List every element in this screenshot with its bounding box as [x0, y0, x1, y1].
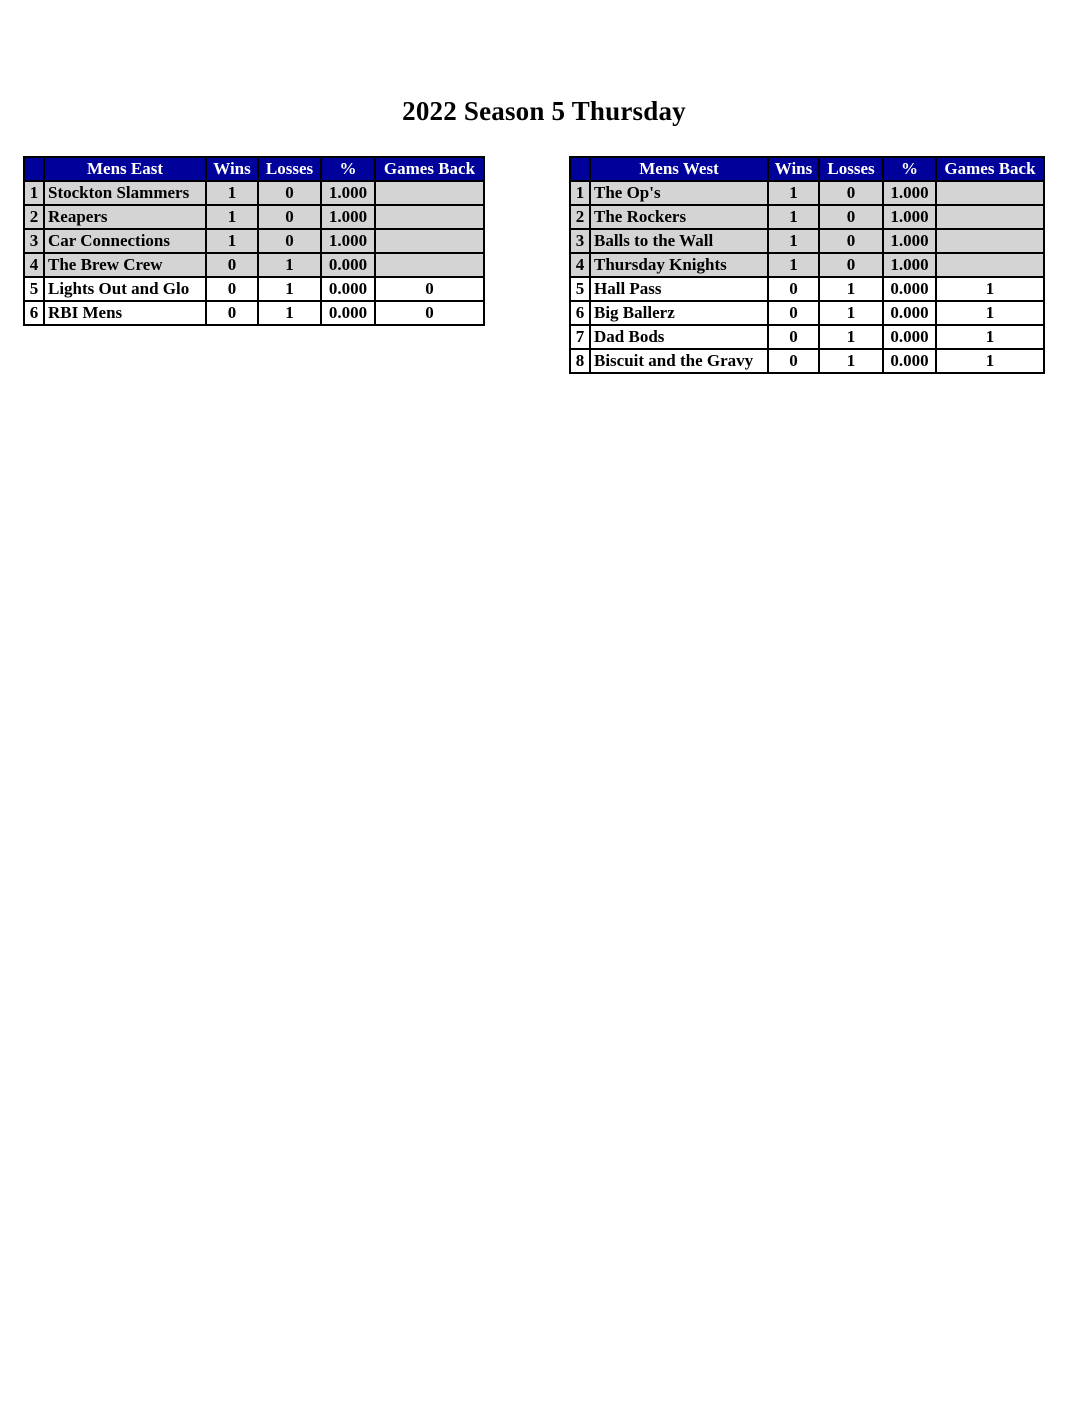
team-name-cell: RBI Mens	[44, 301, 206, 325]
games-back-cell: 0	[375, 277, 484, 301]
pct-cell: 0.000	[883, 325, 936, 349]
games-back-cell	[375, 253, 484, 277]
pct-cell: 0.000	[321, 277, 375, 301]
team-name-cell: Dad Bods	[590, 325, 768, 349]
wins-cell: 0	[768, 349, 819, 373]
rank-column-header	[24, 157, 44, 181]
rank-cell: 3	[24, 229, 44, 253]
games-back-cell: 1	[936, 325, 1044, 349]
team-name-cell: Balls to the Wall	[590, 229, 768, 253]
losses-cell: 1	[258, 253, 321, 277]
rank-cell: 5	[570, 277, 590, 301]
pct-cell: 0.000	[321, 301, 375, 325]
losses-column-header: Losses	[819, 157, 883, 181]
wins-cell: 1	[768, 181, 819, 205]
team-name-cell: Hall Pass	[590, 277, 768, 301]
wins-cell: 0	[206, 301, 258, 325]
pct-cell: 1.000	[883, 253, 936, 277]
losses-cell: 0	[258, 181, 321, 205]
games-back-column-header: Games Back	[375, 157, 484, 181]
games-back-cell: 1	[936, 301, 1044, 325]
pct-column-header: %	[321, 157, 375, 181]
wins-cell: 1	[206, 229, 258, 253]
standings-row	[570, 229, 1044, 253]
team-name-cell: Car Connections	[44, 229, 206, 253]
games-back-column-header: Games Back	[936, 157, 1044, 181]
losses-cell: 0	[819, 229, 883, 253]
losses-cell: 0	[819, 181, 883, 205]
pct-cell: 1.000	[321, 181, 375, 205]
team-name-cell: Lights Out and Glo	[44, 277, 206, 301]
rank-cell: 1	[24, 181, 44, 205]
rank-cell: 7	[570, 325, 590, 349]
team-name-cell: The Op's	[590, 181, 768, 205]
rank-cell: 1	[570, 181, 590, 205]
team-name-cell: Thursday Knights	[590, 253, 768, 277]
standings-row	[24, 229, 484, 253]
wins-cell: 0	[206, 253, 258, 277]
west-header-row	[570, 157, 1044, 181]
standings-row	[24, 181, 484, 205]
games-back-cell: 0	[375, 301, 484, 325]
standings-row	[570, 253, 1044, 277]
pct-cell: 1.000	[883, 181, 936, 205]
rank-cell: 8	[570, 349, 590, 373]
games-back-cell	[375, 205, 484, 229]
rank-cell: 3	[570, 229, 590, 253]
standings-row	[24, 301, 484, 325]
team-name-cell: The Brew Crew	[44, 253, 206, 277]
pct-cell: 0.000	[883, 349, 936, 373]
games-back-cell	[936, 205, 1044, 229]
east-header-row	[24, 157, 484, 181]
standings-row	[570, 349, 1044, 373]
team-name-cell: Biscuit and the Gravy	[590, 349, 768, 373]
team-name-cell: Reapers	[44, 205, 206, 229]
games-back-cell	[936, 181, 1044, 205]
losses-cell: 0	[819, 205, 883, 229]
team-name-cell: Big Ballerz	[590, 301, 768, 325]
pct-column-header: %	[883, 157, 936, 181]
standings-row	[570, 277, 1044, 301]
rank-cell: 2	[24, 205, 44, 229]
pct-cell: 1.000	[883, 205, 936, 229]
page-title: 2022 Season 5 Thursday	[402, 96, 686, 126]
rank-cell: 2	[570, 205, 590, 229]
wins-cell: 0	[768, 301, 819, 325]
division-header: Mens East	[44, 157, 206, 181]
east-standings-table	[23, 156, 485, 326]
games-back-cell: 1	[936, 277, 1044, 301]
team-name-cell: Stockton Slammers	[44, 181, 206, 205]
rank-cell: 4	[570, 253, 590, 277]
wins-cell: 0	[768, 277, 819, 301]
wins-cell: 1	[768, 229, 819, 253]
west-table-body	[570, 181, 1044, 373]
rank-cell: 4	[24, 253, 44, 277]
games-back-cell	[375, 229, 484, 253]
rank-column-header	[570, 157, 590, 181]
losses-cell: 1	[258, 301, 321, 325]
team-name-cell: The Rockers	[590, 205, 768, 229]
pct-cell: 1.000	[883, 229, 936, 253]
standings-row	[24, 253, 484, 277]
losses-cell: 0	[258, 229, 321, 253]
wins-cell: 1	[206, 205, 258, 229]
pct-cell: 1.000	[321, 205, 375, 229]
wins-cell: 0	[768, 325, 819, 349]
wins-column-header: Wins	[206, 157, 258, 181]
pct-cell: 1.000	[321, 229, 375, 253]
standings-row	[24, 277, 484, 301]
losses-cell: 0	[258, 205, 321, 229]
wins-column-header: Wins	[768, 157, 819, 181]
rank-cell: 5	[24, 277, 44, 301]
standings-row	[570, 205, 1044, 229]
standings-row	[24, 205, 484, 229]
losses-cell: 1	[819, 301, 883, 325]
losses-cell: 1	[819, 277, 883, 301]
pct-cell: 0.000	[883, 301, 936, 325]
pct-cell: 0.000	[321, 253, 375, 277]
losses-cell: 1	[819, 349, 883, 373]
wins-cell: 0	[206, 277, 258, 301]
pct-cell: 0.000	[883, 277, 936, 301]
wins-cell: 1	[768, 253, 819, 277]
games-back-cell	[375, 181, 484, 205]
rank-cell: 6	[570, 301, 590, 325]
losses-cell: 1	[819, 325, 883, 349]
east-table-body	[24, 181, 484, 325]
division-header: Mens West	[590, 157, 768, 181]
rank-cell: 6	[24, 301, 44, 325]
west-standings-table	[569, 156, 1045, 374]
losses-cell: 1	[258, 277, 321, 301]
standings-row	[570, 181, 1044, 205]
losses-column-header: Losses	[258, 157, 321, 181]
standings-row	[570, 301, 1044, 325]
games-back-cell	[936, 229, 1044, 253]
losses-cell: 0	[819, 253, 883, 277]
standings-row	[570, 325, 1044, 349]
wins-cell: 1	[768, 205, 819, 229]
wins-cell: 1	[206, 181, 258, 205]
games-back-cell: 1	[936, 349, 1044, 373]
games-back-cell	[936, 253, 1044, 277]
